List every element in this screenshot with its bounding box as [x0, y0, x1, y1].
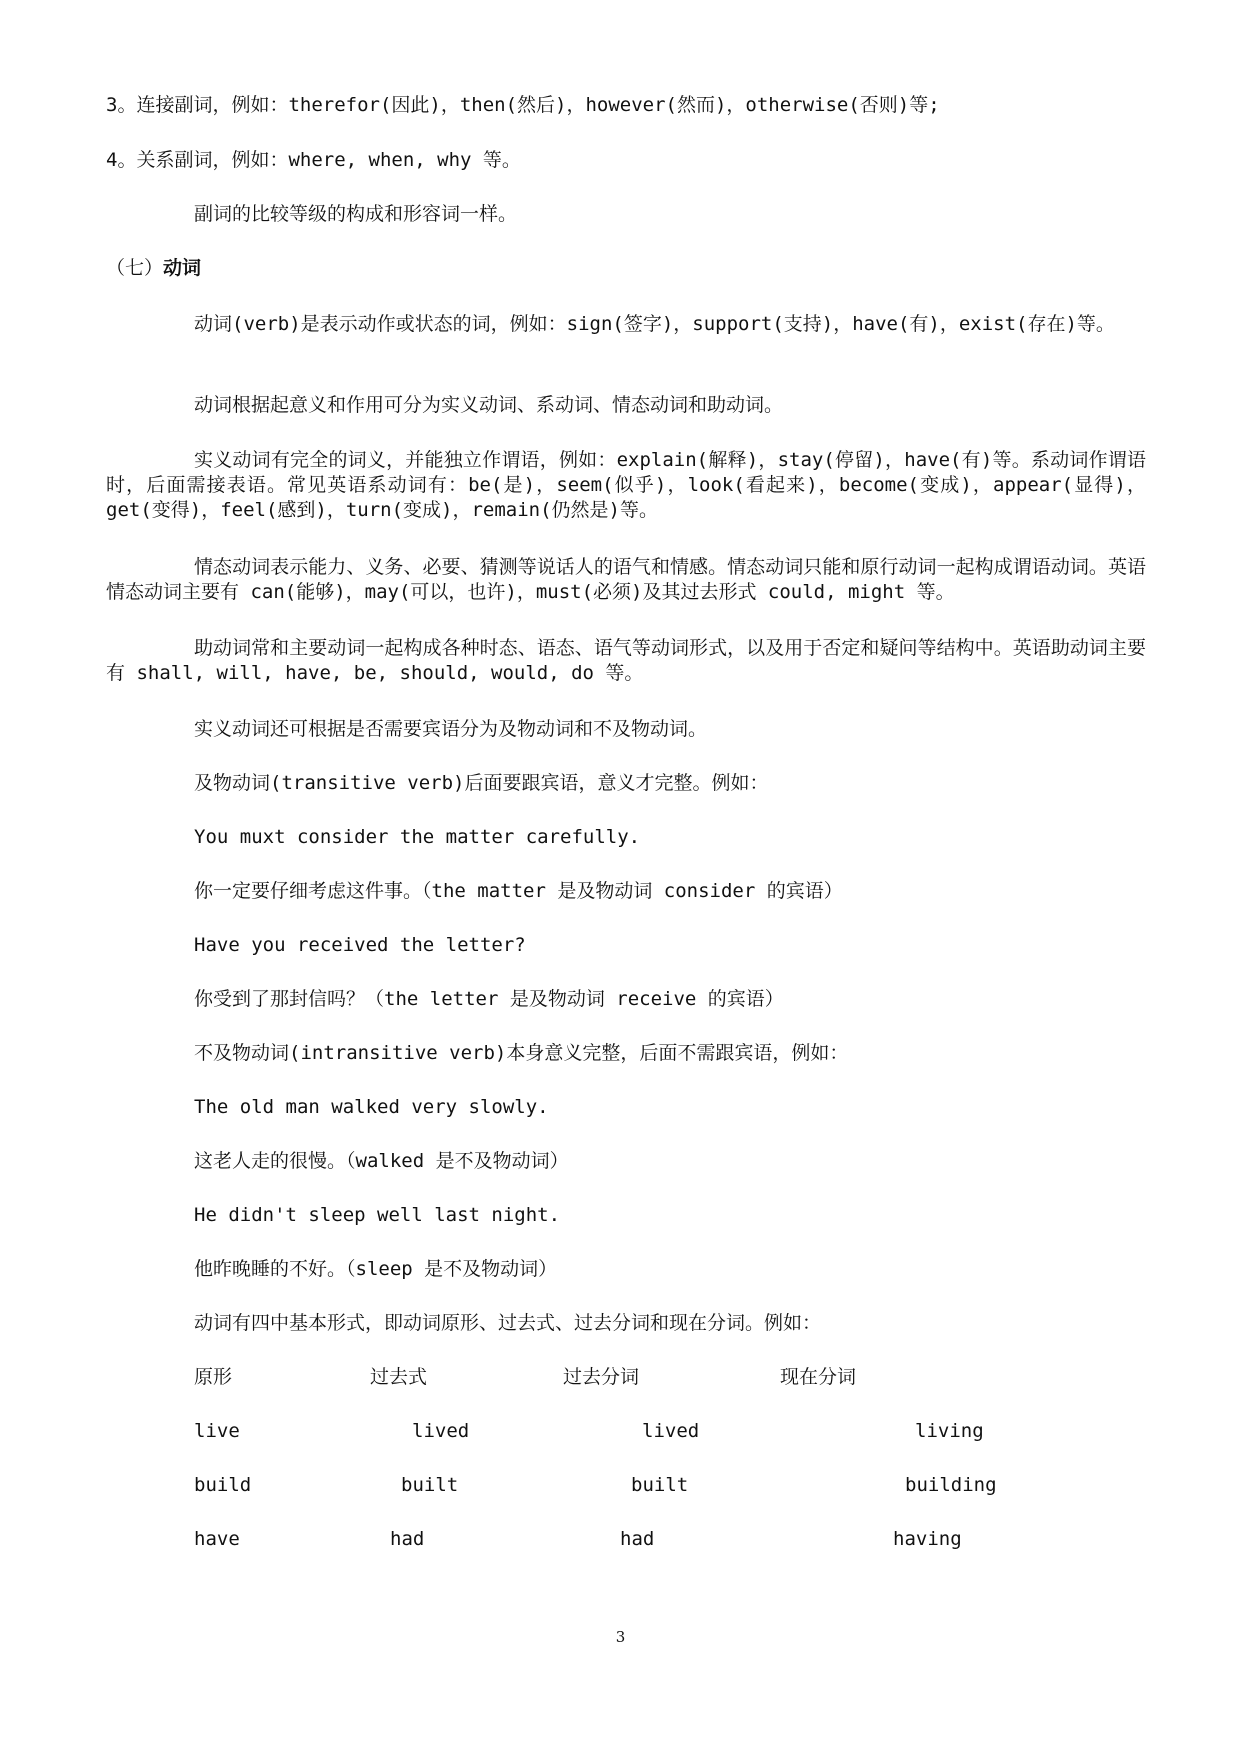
- section-heading-title: 动词: [163, 257, 202, 279]
- table-cell: have: [194, 1528, 240, 1550]
- table-header-base-form: 原形: [194, 1366, 233, 1388]
- section-heading-verb: [106, 256, 201, 281]
- table-cell: had: [390, 1528, 425, 1550]
- table-header-present-participle: 现在分词: [780, 1366, 857, 1388]
- paragraph-intransitive-definition: 不及物动词(intransitive verb)本身意义完整，后面不需跟宾语，例如：: [194, 1042, 849, 1064]
- paragraph-verb-forms: 动词有四中基本形式，即动词原形、过去式、过去分词和现在分词。例如：: [194, 1312, 822, 1334]
- example-translation-4: 他昨晚睡的不好。（sleep 是不及物动词）: [194, 1258, 558, 1280]
- example-translation-2: 你受到了那封信吗？（the letter 是及物动词 receive 的宾语）: [194, 988, 784, 1010]
- example-translation-1: 你一定要仔细考虑这件事。（the matter 是及物动词 consider 的宾语）: [194, 880, 843, 902]
- table-cell: build: [194, 1474, 252, 1496]
- adverb-item-3: 3。连接副词，例如：therefor(因此)，then(然后)，however(然而)，otherwise(否则)等;: [106, 94, 940, 116]
- table-cell: building: [905, 1474, 997, 1496]
- adverb-comparison-note: 副词的比较等级的构成和形容词一样。: [194, 203, 518, 225]
- paragraph-verb-classes: 动词根据起意义和作用可分为实义动词、系动词、情态动词和助动词。: [194, 394, 784, 416]
- table-header-past-participle: 过去分词: [563, 1366, 640, 1388]
- paragraph-notional-verbs: 实义动词有完全的词义，并能独立作谓语，例如：explain(解释)，stay(停留)，have(有)等。系动词作谓语时，后面需接表语。常见英语系动词有：be(是)，seem(似乎)，look(看起来)，become(变成)，appear(显得)，get(变得)，feel(感到)，turn(变成)，remain(仍然是)等。: [106, 449, 1146, 521]
- table-cell: lived: [642, 1420, 700, 1442]
- paragraph-verb-definition: 动词(verb)是表示动作或状态的词，例如：sign(签字)，support(支持)，have(有)，exist(存在)等。: [194, 313, 1115, 335]
- paragraph-auxiliary-verbs: 助动词常和主要动词一起构成各种时态、语态、语气等动词形式，以及用于否定和疑问等结构中。英语助动词主要有 shall, will, have, be, should, would, do 等。: [106, 637, 1146, 684]
- table-cell: living: [915, 1420, 984, 1442]
- table-cell: live: [194, 1420, 240, 1442]
- table-cell: built: [401, 1474, 459, 1496]
- example-sentence-4: He didn't sleep well last night.: [194, 1204, 561, 1226]
- table-cell: built: [631, 1474, 689, 1496]
- table-header-past-tense: 过去式: [370, 1366, 428, 1388]
- page-number: 3: [615, 1628, 626, 1646]
- paragraph-transitive-definition: 及物动词(transitive verb)后面要跟宾语，意义才完整。例如：: [194, 772, 769, 794]
- table-cell: having: [893, 1528, 962, 1550]
- paragraph-modal-verbs: 情态动词表示能力、义务、必要、猜测等说话人的语气和情感。情态动词只能和原行动词一起构成谓语动词。英语情态动词主要有 can(能够)，may(可以，也许)，must(必须)及其过去形式 could, might 等。: [106, 556, 1146, 603]
- table-cell: lived: [412, 1420, 470, 1442]
- example-translation-3: 这老人走的很慢。（walked 是不及物动词）: [194, 1150, 569, 1172]
- example-sentence-1: You muxt consider the matter carefully.: [194, 826, 641, 848]
- paragraph-transitivity: 实义动词还可根据是否需要宾语分为及物动词和不及物动词。: [194, 718, 708, 740]
- table-cell: had: [620, 1528, 655, 1550]
- section-heading-number: （七）: [106, 257, 164, 279]
- example-sentence-2: Have you received the letter?: [194, 934, 526, 956]
- example-sentence-3: The old man walked very slowly.: [194, 1096, 549, 1118]
- adverb-item-4: 4。关系副词，例如：where, when, why 等。: [106, 149, 521, 171]
